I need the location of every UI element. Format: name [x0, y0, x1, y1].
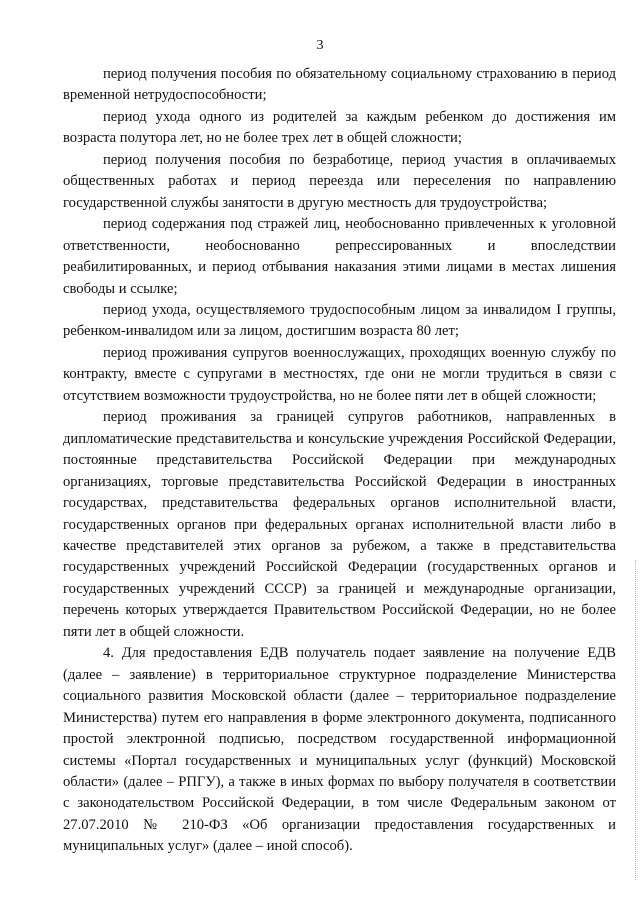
paragraph-unemployment-period: период получения пособия по безработице, период участия в оплачиваемых общественных работах и период переезда или переселения по направлению государственной службы занятости в другую местность для трудоустройства; [63, 151, 616, 211]
paragraph-detention-period: период содержания под стражей лиц, необоснованно привлеченных к уголовной ответственности, необоснованно репрессированных и впоследствии реабилитированных, и период отбывания наказания этими лицами в местах лишения свободы и ссылке; [63, 216, 616, 297]
paragraph-military-spouse-period: период проживания супругов военнослужащих, проходящих военную службу по контракту, вместе с супругами в местностях, где они не могли трудиться в связи с отсутствием возможности трудоустройства, но не более пяти лет в общей сложности; [63, 344, 616, 404]
paragraph-childcare-period: период ухода одного из родителей за каждым ребенком до достижения им возраста полутора лет, но не более трех лет в общей сложности; [63, 108, 616, 147]
document-body [63, 64, 616, 858]
scan-margin-mark [629, 560, 636, 880]
page-number: 3 [316, 38, 324, 53]
paragraph-disabled-care-period: период ухода, осуществляемого трудоспособным лицом за инвалидом I группы, ребенком-инвалидом или за лицом, достигшим возраста 80 лет; [63, 301, 616, 340]
paragraph-application-clause-4: 4. Для предоставления ЕДВ получатель подает заявление на получение ЕДВ (далее – заявление) в территориальное структурное подразделение Министерства социального развития Московской области (далее – территориальное подразделение Министерства) путем его направления в форме электронного документа, подписанного простой электронной подписью, посредством государственной информационной системы «Портал государственных и муниципальных услуг (функций) Московской области» (далее – РПГУ), а также в иных формах по выбору получателя в соответствии с законодательством Российской Федерации, в том числе Федеральным законом от 27.07.2010 № 210-ФЗ «Об организации предоставления государственных и муниципальных услуг» (далее – иной способ). [63, 645, 616, 855]
paragraph-sickness-benefit-period: период получения пособия по обязательному социальному страхованию в период временной нетрудоспособности; [63, 66, 616, 104]
paragraph-abroad-spouse-period: период проживания за границей супругов работников, направленных в дипломатические представительства и консульские учреждения Российской Федерации, постоянные представительства Российской Федерации при международных организациях, торговые представительства Российской Федерации в иностранных государствах, представительства федеральных органов исполнительной власти, государственных органов при федеральных органах исполнительной власти либо в качестве представителей этих органов за рубежом, а также в представительства государственных учреждений Российской Федерации (государственных органов и государственных учреждений СССР) за границей и международные организации, перечень которых утверждается Правительством Российской Федерации, но не более пяти лет в общей сложности. [63, 409, 616, 640]
